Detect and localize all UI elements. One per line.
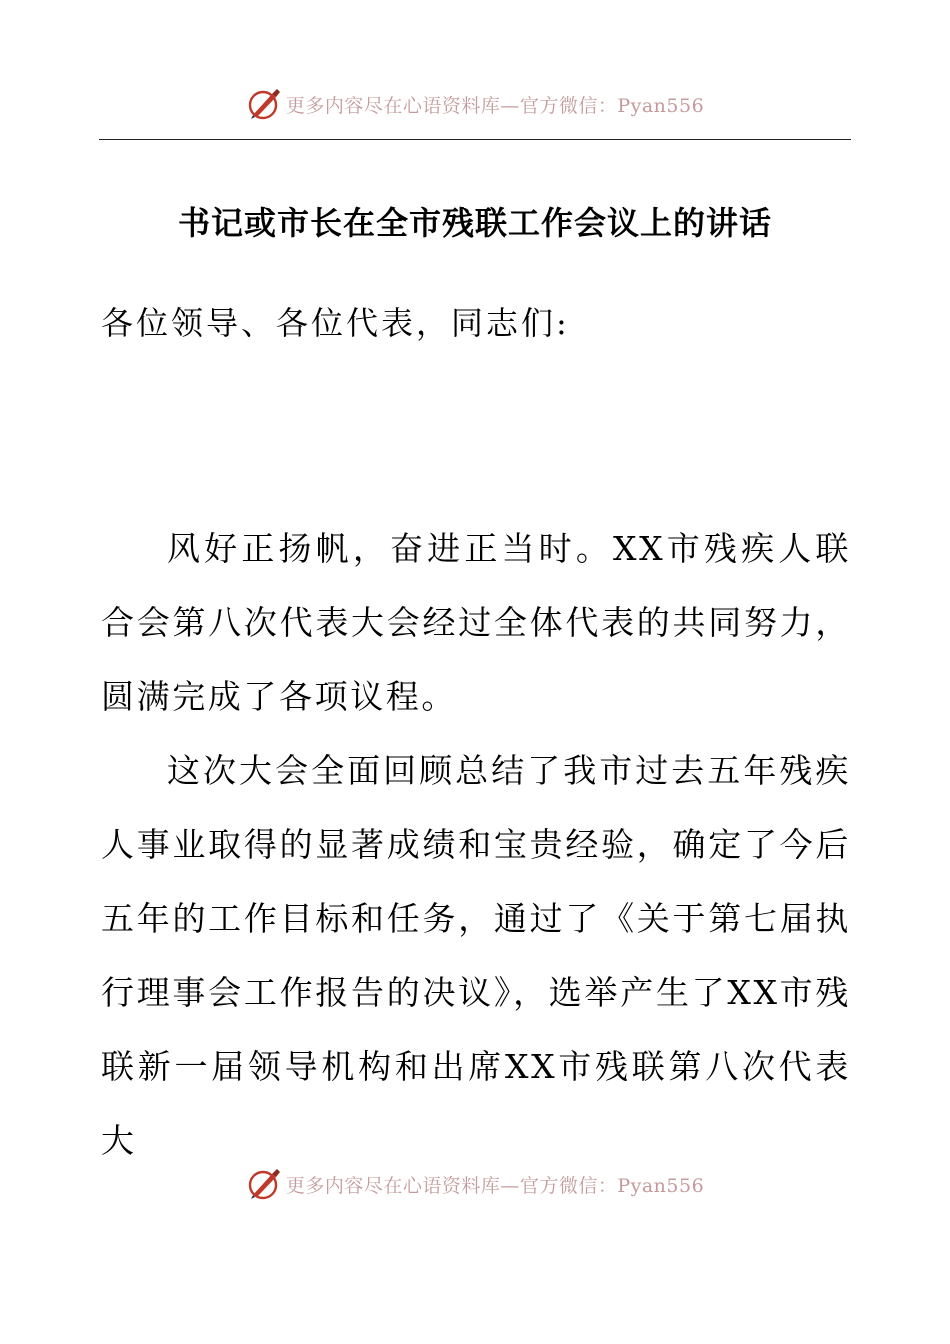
document-body (101, 512, 851, 1178)
header-divider (99, 139, 851, 140)
footer-banner-text: 更多内容尽在心语资料库—官方微信：Pyan556 (285, 1174, 705, 1197)
pen-logo-icon (246, 86, 282, 122)
document-title: 书记或市长在全市残联工作会议上的讲话 (177, 204, 772, 242)
salutation: 各位领导、各位代表，同志们: (101, 304, 570, 342)
body-paragraph: 风好正扬帆，奋进正当时。XX市残疾人联合会第八次代表大会经过全体代表的共同努力，圆满完成了各项议程。 (101, 529, 851, 716)
header-banner-text: 更多内容尽在心语资料库—官方微信：Pyan556 (285, 94, 705, 117)
footer-banner (0, 1164, 950, 1204)
pen-logo-icon (246, 1166, 282, 1202)
header-banner (0, 84, 950, 124)
body-paragraph: 这次大会全面回顾总结了我市过去五年残疾人事业取得的显著成绩和宝贵经验，确定了今后五年的工作目标和任务，通过了《关于第七届执行理事会工作报告的决议》，选举产生了XX市残联新一届领导机构和出席XX市残联第八次代表大 (101, 751, 851, 1160)
